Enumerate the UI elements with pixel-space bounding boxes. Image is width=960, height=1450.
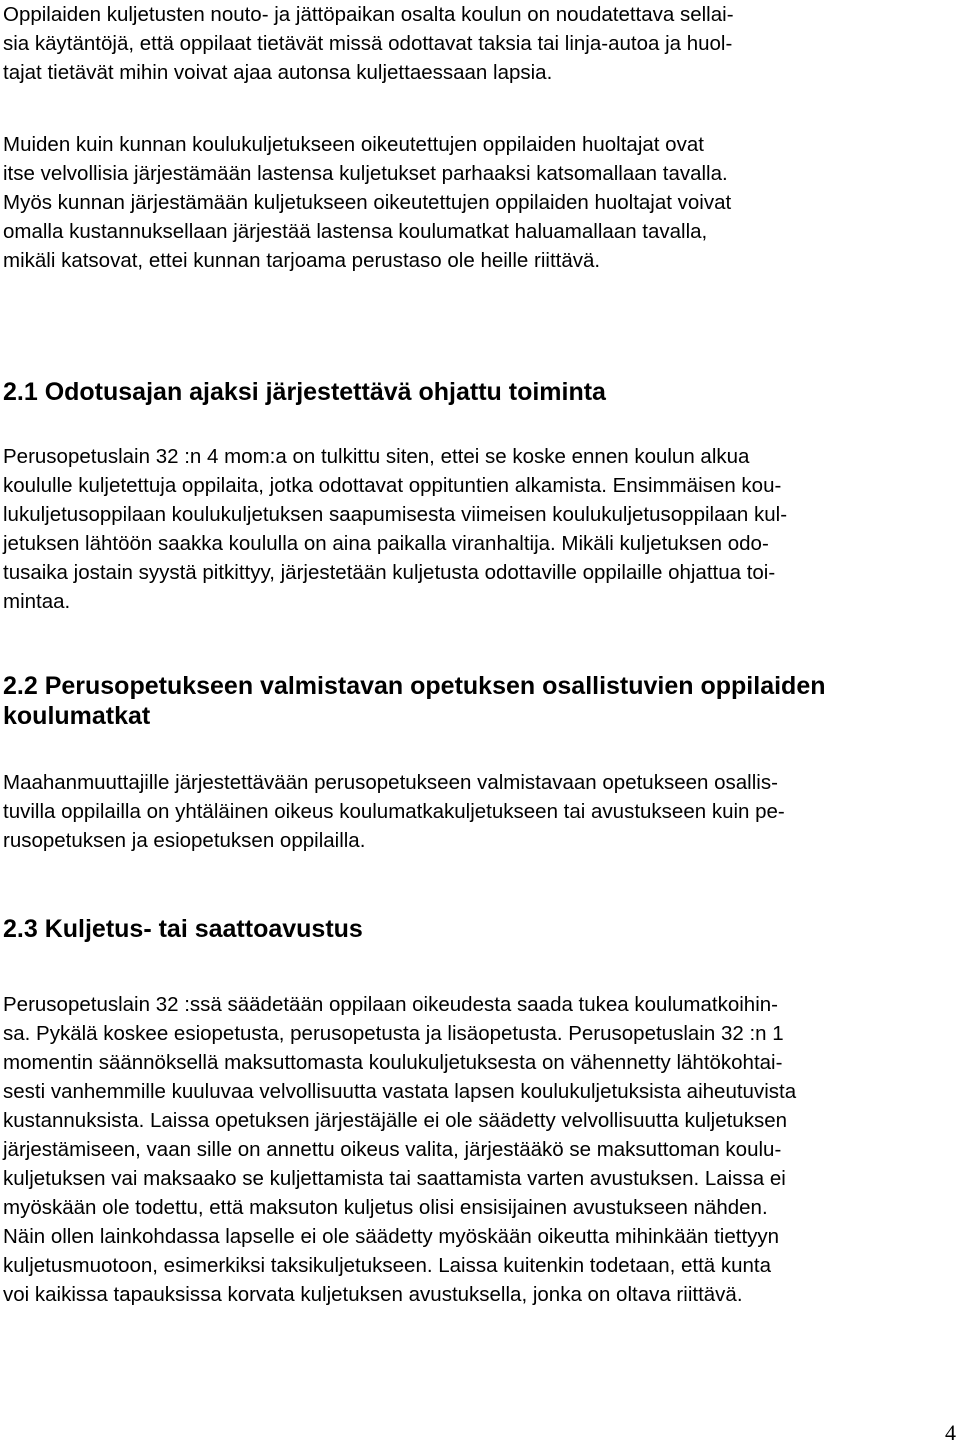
paragraph-line: Oppilaiden kuljetusten nouto- ja jättöpaikan osalta koulun on noudatettava sellai- xyxy=(3,3,734,26)
paragraph-line: kustannuksista. Laissa opetuksen järjestäjälle ei ole säädetty velvollisuutta kuljetuksen xyxy=(3,1109,788,1132)
paragraph-line: omalla kustannuksellaan järjestää lastensa koulumatkat haluamallaan tavalla, xyxy=(3,220,708,243)
paragraph-line: sesti vanhemmille kuuluvaa velvollisuutta vastata lapsen koulukuljetuksista aiheutuvista xyxy=(3,1080,797,1103)
paragraph-line: lukuljetusoppilaan koulukuljetuksen saapumisesta viimeisen koulukuljetusoppilaan kul- xyxy=(3,503,788,526)
paragraph-line: jetuksen lähtöön saakka koululla on aina paikalla viranhaltija. Mikäli kuljetuksen odo- xyxy=(3,532,769,555)
paragraph-line: rusopetuksen ja esiopetuksen oppilailla. xyxy=(3,829,366,852)
section-heading-line: 2.1 Odotusajan ajaksi järjestettävä ohjattu toiminta xyxy=(3,378,606,406)
paragraph-line: tuvilla oppilailla on yhtäläinen oikeus koulumatkakuljetukseen tai avustukseen kuin pe- xyxy=(3,800,785,823)
section-heading-line: 2.2 Perusopetukseen valmistavan opetuksen osallistuvien oppilaiden xyxy=(3,672,826,700)
intro-paragraph xyxy=(3,0,957,87)
paragraph-line: Myös kunnan järjestämään kuljetukseen oikeutettujen oppilaiden huoltajat voivat xyxy=(3,191,732,214)
paragraph-line: kuljetuksen vai maksaako se kuljettamista tai saattamista varten avustuksen. Laissa ei xyxy=(3,1167,786,1190)
paragraph-line: Perusopetuslain 32 :n 4 mom:a on tulkittu siten, ettei se koske ennen koulun alkua xyxy=(3,445,750,468)
section-2-1-body xyxy=(3,442,957,616)
section-2-1-heading xyxy=(3,377,957,407)
paragraph-line: järjestämiseen, vaan sille on annettu oikeus valita, järjestääkö se maksuttoman koulu- xyxy=(3,1138,782,1161)
paragraph-line: voi kaikissa tapauksissa korvata kuljetuksen avustuksella, jonka on oltava riittävä. xyxy=(3,1283,743,1306)
paragraph-line: Näin ollen lainkohdassa lapselle ei ole säädetty myöskään oikeutta mihinkään tiettyyn xyxy=(3,1225,780,1248)
guardians-paragraph xyxy=(3,130,957,275)
paragraph-line: Muiden kuin kunnan koulukuljetukseen oikeutettujen oppilaiden huoltajat ovat xyxy=(3,133,704,156)
paragraph-line: itse velvollisia järjestämään lastensa kuljetukset parhaaksi katsomallaan tavalla. xyxy=(3,162,728,185)
section-2-3-heading xyxy=(3,914,957,944)
section-2-2-body xyxy=(3,768,957,855)
paragraph-line: momentin säännöksellä maksuttomasta koulukuljetuksesta on vähennetty lähtökohtai- xyxy=(3,1051,783,1074)
section-2-3-body xyxy=(3,990,957,1309)
paragraph-line: myöskään ole todettu, että maksuton kuljetus olisi ensisijainen avustukseen nähden. xyxy=(3,1196,768,1219)
paragraph-line: tajat tietävät mihin voivat ajaa autonsa kuljettaessaan lapsia. xyxy=(3,61,553,84)
paragraph-line: mikäli katsovat, ettei kunnan tarjoama perustaso ole heille riittävä. xyxy=(3,249,601,272)
paragraph-line: sia käytäntöjä, että oppilaat tietävät missä odottavat taksia tai linja-autoa ja huol- xyxy=(3,32,733,55)
paragraph-line: tusaika jostain syystä pitkittyy, järjestetään kuljetusta odottaville oppilaille ohjattua toi- xyxy=(3,561,776,584)
page-number: 4 xyxy=(945,1420,956,1445)
section-2-2-heading xyxy=(3,671,957,731)
paragraph-line: sa. Pykälä koskee esiopetusta, perusopetusta ja lisäopetusta. Perusopetuslain 32 :n 1 xyxy=(3,1022,784,1045)
section-heading-line: koulumatkat xyxy=(3,702,151,730)
paragraph-line: mintaa. xyxy=(3,590,71,613)
paragraph-line: Maahanmuuttajille järjestettävään perusopetukseen valmistavaan opetukseen osallis- xyxy=(3,771,778,794)
paragraph-line: koululle kuljetettuja oppilaita, jotka odottavat oppituntien alkamista. Ensimmäisen kou- xyxy=(3,474,782,497)
paragraph-line: Perusopetuslain 32 :ssä säädetään oppilaan oikeudesta saada tukea koulumatkoihin- xyxy=(3,993,778,1016)
section-heading-line: 2.3 Kuljetus- tai saattoavustus xyxy=(3,915,363,943)
paragraph-line: kuljetusmuotoon, esimerkiksi taksikuljetukseen. Laissa kuitenkin todetaan, että kunta xyxy=(3,1254,772,1277)
